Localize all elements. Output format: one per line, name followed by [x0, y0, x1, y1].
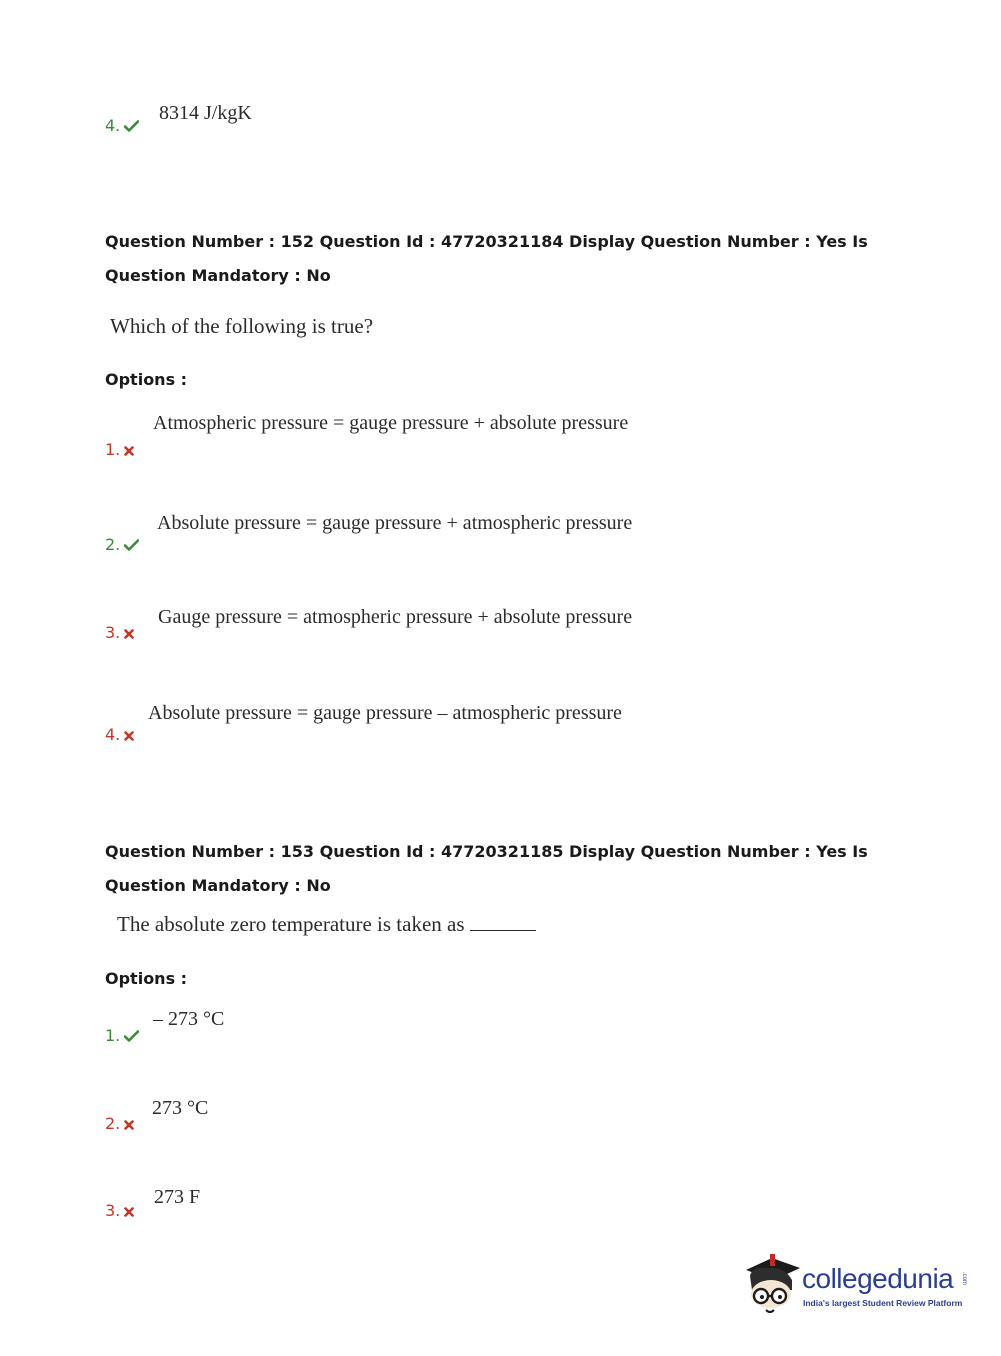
- question-header: Question Number : 152 Question Id : 47720321184 Display Question Number : Yes Is Question Mandatory : No: [105, 232, 868, 285]
- option-number: 3.: [105, 1202, 134, 1221]
- option-text: Absolute pressure = gauge pressure + atmospheric pressure: [157, 512, 633, 534]
- cross-icon: [124, 1116, 134, 1134]
- cross-icon: [124, 1203, 134, 1221]
- check-icon: [124, 537, 139, 555]
- option-number: 4.: [105, 726, 134, 745]
- options-label: Options :: [105, 370, 188, 389]
- question-text: The absolute zero temperature is taken as: [117, 912, 536, 937]
- logo-wordmark: collegedunia: [802, 1263, 954, 1294]
- question-header: Question Number : 153 Question Id : 47720321185 Display Question Number : Yes Is Question Mandatory : No: [105, 842, 868, 895]
- option-number: 3.: [105, 624, 134, 643]
- cross-icon: [124, 442, 134, 460]
- check-icon: [124, 118, 139, 136]
- option-text: 8314 J/kgK: [159, 102, 252, 124]
- option-text: 273 °C: [152, 1097, 209, 1119]
- cross-icon: [124, 625, 134, 643]
- logo-suffix: .com: [961, 1272, 967, 1286]
- option-text: Absolute pressure = gauge pressure – atmospheric pressure: [148, 702, 622, 724]
- option-text: 273 F: [154, 1186, 201, 1208]
- options-label: Options :: [105, 969, 188, 988]
- option-number: 1.: [105, 1027, 139, 1046]
- check-icon: [124, 1028, 139, 1046]
- mascot-icon: [742, 1250, 802, 1320]
- option-number: 2.: [105, 536, 139, 555]
- answer-blank: [470, 916, 536, 931]
- option-number: 4.: [105, 117, 139, 136]
- logo-tagline: India's largest Student Review Platform: [803, 1298, 963, 1308]
- option-text: Atmospheric pressure = gauge pressure + absolute pressure: [153, 412, 629, 434]
- option-number: 1.: [105, 441, 134, 460]
- cross-icon: [124, 727, 134, 745]
- question-text: Which of the following is true?: [110, 314, 374, 338]
- collegedunia-logo: [742, 1250, 972, 1320]
- option-text: – 273 °C: [153, 1008, 225, 1030]
- option-text: Gauge pressure = atmospheric pressure + absolute pressure: [158, 606, 633, 628]
- option-number: 2.: [105, 1115, 134, 1134]
